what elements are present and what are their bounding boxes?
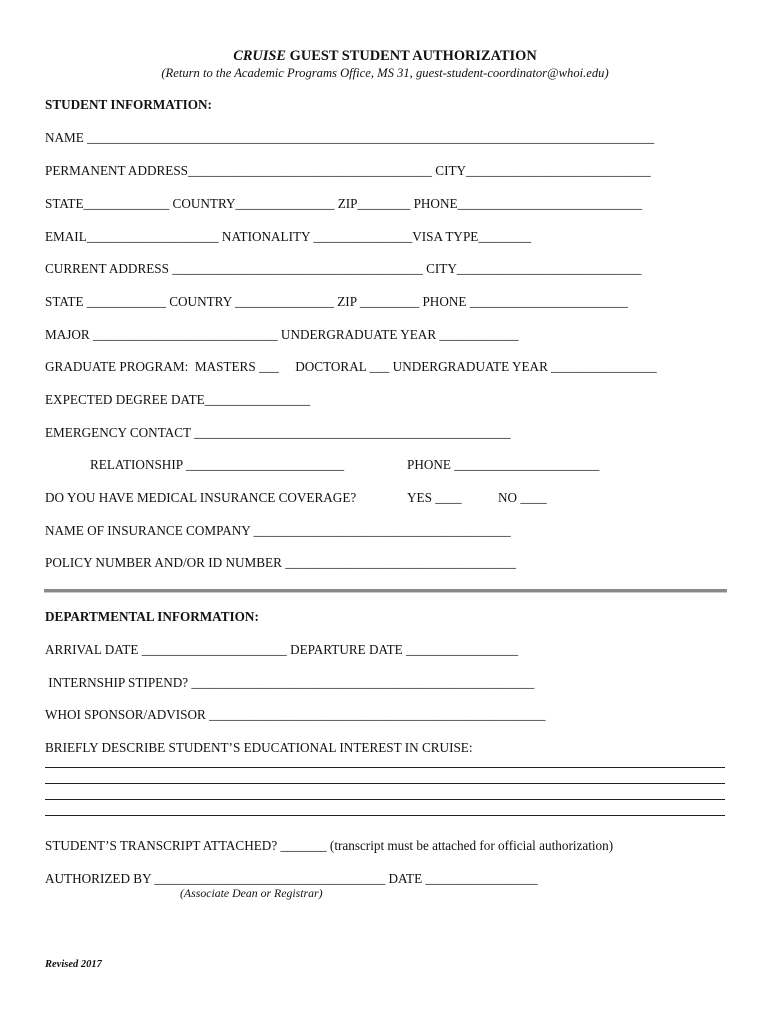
graduate-program-field[interactable]: GRADUATE PROGRAM: MASTERS ___ DOCTORAL ___ UNDERGRADUATE YEAR ________________ xyxy=(45,359,657,374)
section-divider xyxy=(44,589,727,593)
emergency-phone-field[interactable]: PHONE ______________________ xyxy=(407,457,600,472)
insurance-yes-field[interactable]: YES ____ xyxy=(407,490,462,505)
arrival-departure-field[interactable]: ARRIVAL DATE ______________________ DEPARTURE DATE _________________ xyxy=(45,642,519,657)
revised-date: Revised 2017 xyxy=(45,959,102,970)
form-title xyxy=(0,48,770,65)
relationship-field[interactable]: RELATIONSHIP ________________________ xyxy=(90,457,345,472)
insurance-company-field[interactable]: NAME OF INSURANCE COMPANY _______________________________________ xyxy=(45,523,511,538)
form-subtitle: (Return to the Academic Programs Office, MS 31, guest-student-coordinator@whoi.edu) xyxy=(161,66,609,80)
whoi-sponsor-field[interactable]: WHOI SPONSOR/ADVISOR ___________________________________________________ xyxy=(45,707,546,722)
expected-degree-date-field[interactable]: EXPECTED DEGREE DATE________________ xyxy=(45,392,311,407)
departmental-info-heading: DEPARTMENTAL INFORMATION: xyxy=(45,609,259,624)
major-field[interactable]: MAJOR ____________________________ UNDERGRADUATE YEAR ____________ xyxy=(45,327,519,342)
interest-line-1[interactable] xyxy=(45,767,725,768)
insurance-question: DO YOU HAVE MEDICAL INSURANCE COVERAGE? xyxy=(45,490,357,505)
transcript-attached-field[interactable]: STUDENT’S TRANSCRIPT ATTACHED? _______ (transcript must be attached for official authorization) xyxy=(45,838,614,853)
policy-number-field[interactable]: POLICY NUMBER AND/OR ID NUMBER ___________________________________ xyxy=(45,555,516,570)
current-address-field[interactable]: CURRENT ADDRESS ______________________________________ CITY____________________________ xyxy=(45,261,642,276)
permanent-address-field[interactable]: PERMANENT ADDRESS_____________________________________ CITY____________________________ xyxy=(45,163,651,178)
interest-line-4[interactable] xyxy=(45,815,725,816)
educational-interest-label: BRIEFLY DESCRIBE STUDENT’S EDUCATIONAL INTEREST IN CRUISE: xyxy=(45,740,473,755)
interest-line-3[interactable] xyxy=(45,799,725,800)
state-country-zip-phone-field[interactable]: STATE_____________ COUNTRY_______________ ZIP________ PHONE____________________________ xyxy=(45,196,643,211)
insurance-no-field[interactable]: NO ____ xyxy=(498,490,547,505)
email-nationality-visa-field[interactable]: EMAIL____________________ NATIONALITY _______________VISA TYPE________ xyxy=(45,229,532,244)
emergency-contact-field[interactable]: EMERGENCY CONTACT ________________________________________________ xyxy=(45,425,511,440)
signature-note: (Associate Dean or Registrar) xyxy=(180,886,323,900)
internship-stipend-field[interactable]: INTERNSHIP STIPEND? ____________________________________________________ xyxy=(45,675,535,690)
current-state-country-zip-phone-field[interactable]: STATE ____________ COUNTRY _______________ ZIP _________ PHONE ________________________ xyxy=(45,294,628,309)
student-info-heading: STUDENT INFORMATION: xyxy=(45,97,212,112)
title-italic: CRUISE xyxy=(233,48,287,64)
interest-line-2[interactable] xyxy=(45,783,725,784)
title-rest: GUEST STUDENT AUTHORIZATION xyxy=(286,48,537,64)
name-field[interactable]: NAME ______________________________________________________________________________________ xyxy=(45,130,655,145)
authorized-by-field[interactable]: AUTHORIZED BY ___________________________________ DATE _________________ xyxy=(45,871,538,886)
